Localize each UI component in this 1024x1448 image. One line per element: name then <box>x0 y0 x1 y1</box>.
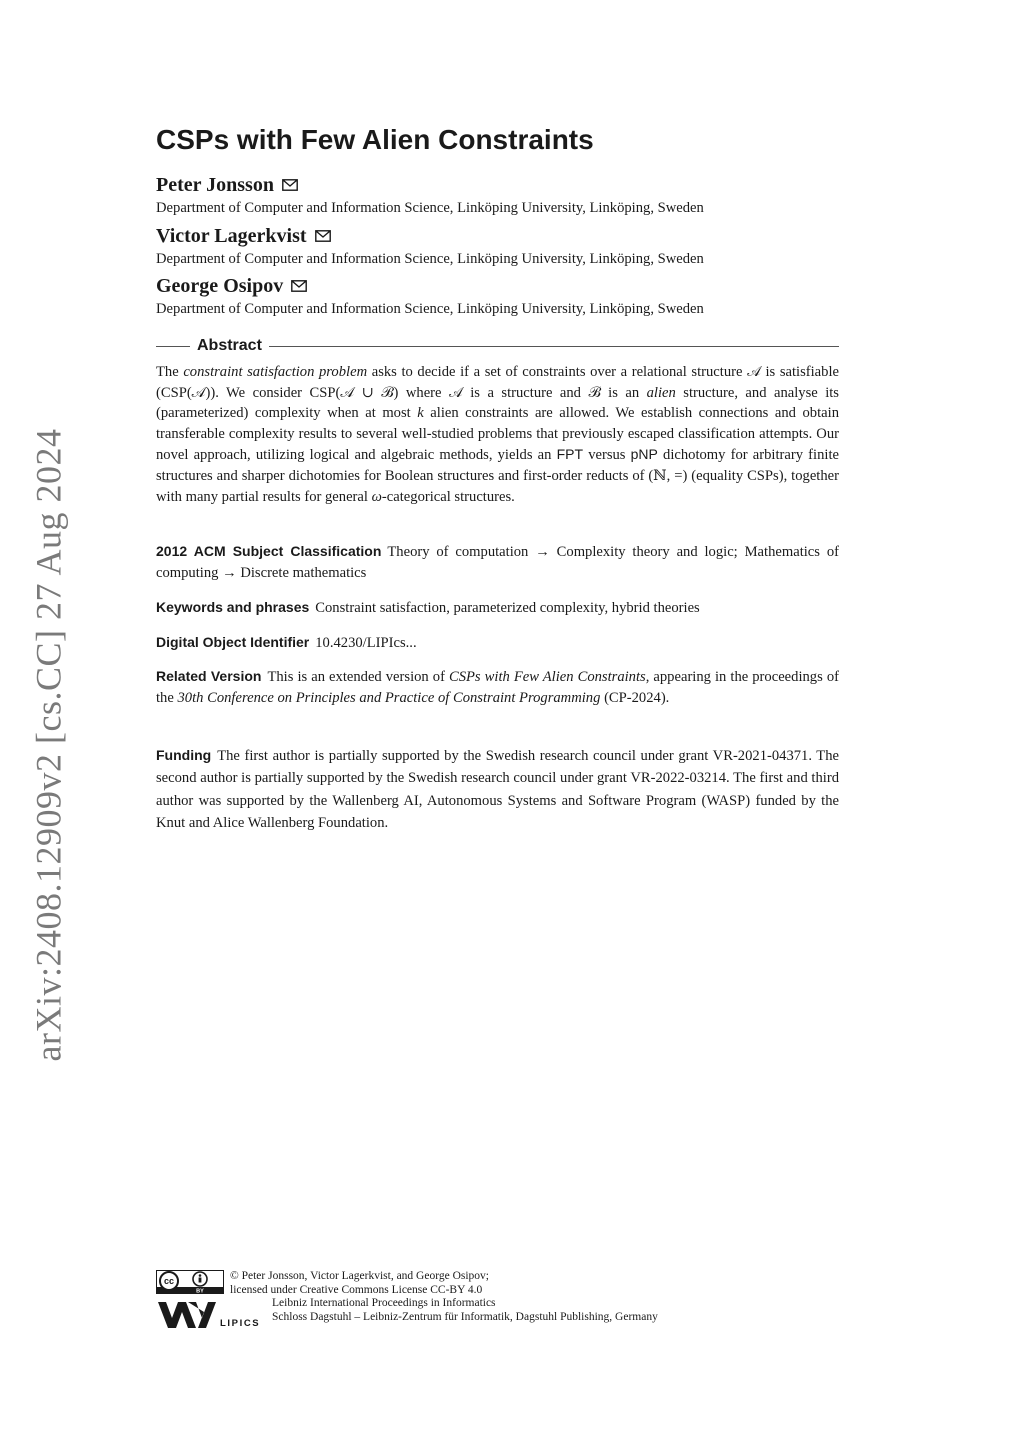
license-text <box>230 1270 489 1297</box>
svg-text:BY: BY <box>196 1288 204 1294</box>
cc-by-badge[interactable] <box>156 1270 224 1294</box>
email-icon[interactable] <box>282 179 298 191</box>
keywords-label: Keywords and phrases <box>156 599 310 615</box>
author-name <box>156 273 704 299</box>
doi-link[interactable]: 10.4230/LIPIcs... <box>315 635 417 651</box>
email-icon[interactable] <box>315 230 331 242</box>
related-label: Related Version <box>156 668 262 684</box>
acm-text: Theory of computation → Complexity theory and logic; Mathematics of computing → Discrete mathematics <box>156 544 839 581</box>
abstract-body: The constraint satisfaction problem asks to decide if a set of constraints over a relational structure 𝒜 is satisfiable (CSP(𝒜)). We consider CSP(𝒜 ∪ ℬ) where 𝒜 is a structure and ℬ is an alien structure, and analyse its (parameterized) complexity when at most k alien constraints are allowed. We establish connections and obtain transferable complexity results to several well-studied problems that previously escaped classification attempts. Our novel approach, utilizing logical and algebraic methods, yields an FPT versus pNP dichotomy for arbitrary finite structures and sharper dichotomies for Boolean structures and first-order reducts of (ℕ, =) (equality CSPs), together with many partial results for general ω-categorical structures. <box>156 364 839 505</box>
heading-rule <box>156 346 190 347</box>
acm-label: 2012 ACM Subject Classification <box>156 543 382 559</box>
author-2 <box>156 223 704 268</box>
author-affiliation: Department of Computer and Information Science, Linköping University, Linköping, Sweden <box>156 301 704 317</box>
arxiv-stamp <box>20 428 76 1062</box>
svg-text:cc: cc <box>163 1276 175 1286</box>
doi-label: Digital Object Identifier <box>156 634 310 650</box>
email-icon[interactable] <box>291 280 307 292</box>
license-line[interactable]: licensed under Creative Commons License CC-BY 4.0 <box>230 1283 483 1296</box>
arxiv-stamp-text: arXiv:2408.12909v2 [cs.CC] 27 Aug 2024 <box>28 428 68 1062</box>
pnp-term: pNP <box>630 446 658 463</box>
author-affiliation: Department of Computer and Information Science, Linköping University, Linköping, Sweden <box>156 200 704 216</box>
heading-rule <box>269 346 839 347</box>
funding-label: Funding <box>156 747 212 763</box>
author-affiliation: Department of Computer and Information Science, Linköping University, Linköping, Sweden <box>156 251 704 267</box>
author-name-text: Victor Lagerkvist <box>156 224 307 247</box>
author-name-text: George Osipov <box>156 274 284 297</box>
funding <box>156 744 839 835</box>
lipics-logo <box>156 1298 266 1328</box>
abstract-heading <box>156 336 839 356</box>
publisher-line: Schloss Dagstuhl – Leibniz-Zentrum für Informatik, Dagstuhl Publishing, Germany <box>272 1310 658 1323</box>
keywords-text: Constraint satisfaction, parameterized complexity, hybrid theories <box>315 600 700 616</box>
abstract-label: Abstract <box>197 337 262 354</box>
acm-classification <box>156 541 839 583</box>
publisher-text <box>272 1297 658 1324</box>
paper-title: CSPs with Few Alien Constraints <box>156 124 594 155</box>
author-name <box>156 223 704 249</box>
fpt-term: FPT <box>556 446 584 463</box>
copyright-line: © Peter Jonsson, Victor Lagerkvist, and George Osipov; <box>230 1270 489 1282</box>
author-name <box>156 172 704 198</box>
related-version: Related Version This is an extended version of CSPs with Few Alien Constraints, appearing in the proceedings of the 30th Conference on Principles and Practice of Constraint Programming (CP-2024). <box>156 668 839 706</box>
keywords <box>156 597 839 619</box>
doi <box>156 632 839 654</box>
author-3 <box>156 273 704 318</box>
author-name-text: Peter Jonsson <box>156 173 274 196</box>
svg-text:LIPICS: LIPICS <box>220 1318 261 1328</box>
series-line: Leibniz International Proceedings in Informatics <box>272 1297 496 1309</box>
funding-text: The first author is partially supported by the Swedish research council under grant VR-2021-04371. The second author is partially supported by the Swedish research council under grant VR-2022-03214. The first and third author was supported by the Wallenberg AI, Autonomous Systems and Software Program (WASP) funded by the Knut and Alice Wallenberg Foundation. <box>156 748 839 832</box>
author-1 <box>156 172 704 217</box>
license-footer <box>156 1270 856 1328</box>
